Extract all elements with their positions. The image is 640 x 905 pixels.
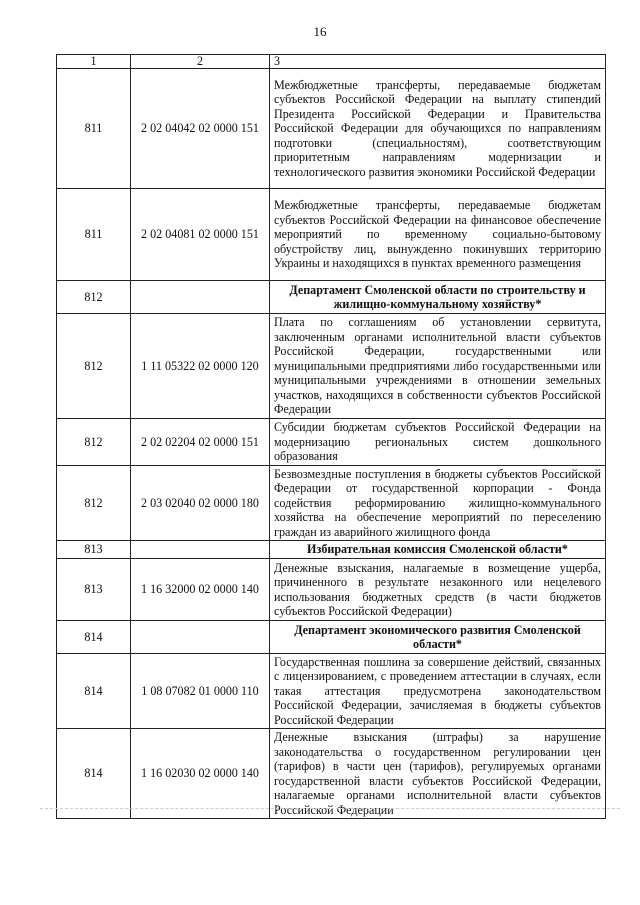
- table-row: [57, 189, 606, 281]
- revenue-code-cell: 1 08 07082 01 0000 110: [131, 654, 270, 729]
- admin-code-cell: 814: [57, 654, 131, 729]
- admin-code-cell: 813: [57, 559, 131, 621]
- revenue-code-cell: [131, 621, 270, 654]
- admin-code-cell: 814: [57, 729, 131, 819]
- department-row: [57, 541, 606, 559]
- table-header-row: [57, 55, 606, 69]
- description-cell: Субсидии бюджетам субъектов Российской Федерации на модернизацию региональных систем дошкольного образования: [270, 419, 606, 466]
- admin-code-cell: 812: [57, 281, 131, 314]
- admin-code-cell: 812: [57, 466, 131, 541]
- department-row: [57, 281, 606, 314]
- column-header-1: 1: [57, 55, 131, 69]
- page-bottom-edge: [40, 808, 620, 809]
- department-name-cell: Департамент экономического развития Смоленской области*: [270, 621, 606, 654]
- revenue-codes-table: [56, 54, 606, 819]
- description-cell: Межбюджетные трансферты, передаваемые бюджетам субъектов Российской Федерации на финансовое обеспечение мероприятий по временному социально-бытовому обустройству лиц, вынужденно покинувших территорию Украины и находящихся в пунктах временного размещения: [270, 189, 606, 281]
- table-row: [57, 314, 606, 419]
- admin-code-cell: 813: [57, 541, 131, 559]
- revenue-code-cell: 1 11 05322 02 0000 120: [131, 314, 270, 419]
- revenue-code-cell: 1 16 02030 02 0000 140: [131, 729, 270, 819]
- table-row: [57, 729, 606, 819]
- page-number: 16: [313, 24, 327, 39]
- table-row: [57, 654, 606, 729]
- revenue-code-cell: 2 02 02204 02 0000 151: [131, 419, 270, 466]
- description-cell: Межбюджетные трансферты, передаваемые бюджетам субъектов Российской Федерации на выплату стипендий Президента Российской Федерации и Правительства Российской Федерации для обучающихся по направлениям подготовки (специальностям), соответствующим приоритетным направлениям модернизации и технологического развития экономики Российской Федерации: [270, 69, 606, 189]
- revenue-code-cell: 2 03 02040 02 0000 180: [131, 466, 270, 541]
- description-cell: Государственная пошлина за совершение действий, связанных с лицензированием, с проведением аттестации в случаях, если такая аттестация предусмотрена законодательством Российской Федерации, зачисляемая в бюджеты субъектов Российской Федерации: [270, 654, 606, 729]
- revenue-code-cell: [131, 281, 270, 314]
- table-row: [57, 419, 606, 466]
- column-header-3: 3: [270, 55, 606, 69]
- description-cell: Денежные взыскания, налагаемые в возмещение ущерба, причиненного в результате незаконного или нецелевого использования бюджетных средств (в части бюджетов субъектов Российской Федерации): [270, 559, 606, 621]
- revenue-code-cell: [131, 541, 270, 559]
- admin-code-cell: 812: [57, 419, 131, 466]
- admin-code-cell: 812: [57, 314, 131, 419]
- description-cell: Плата по соглашениям об установлении сервитута, заключенным органами исполнительной власти субъектов Российской Федерации, государственными или муниципальными предприятиями либо государственными или муниципальными учреждениями в отношении земельных участков, находящихся в собственности субъектов Российской Федерации: [270, 314, 606, 419]
- description-cell: Безвозмездные поступления в бюджеты субъектов Российской Федерации от государственной корпорации - Фонда содействия реформированию жилищно-коммунального хозяйства на обеспечение мероприятий по переселению граждан из аварийного жилищного фонда: [270, 466, 606, 541]
- admin-code-cell: 814: [57, 621, 131, 654]
- department-name-cell: Избирательная комиссия Смоленской области*: [270, 541, 606, 559]
- revenue-code-cell: 2 02 04081 02 0000 151: [131, 189, 270, 281]
- admin-code-cell: 811: [57, 189, 131, 281]
- table-row: [57, 69, 606, 189]
- table-row: [57, 466, 606, 541]
- column-header-2: 2: [131, 55, 270, 69]
- department-name-cell: Департамент Смоленской области по строительству и жилищно-коммунальному хозяйству*: [270, 281, 606, 314]
- revenue-code-cell: 1 16 32000 02 0000 140: [131, 559, 270, 621]
- department-row: [57, 621, 606, 654]
- admin-code-cell: 811: [57, 69, 131, 189]
- revenue-code-cell: 2 02 04042 02 0000 151: [131, 69, 270, 189]
- table-row: [57, 559, 606, 621]
- description-cell: Денежные взыскания (штрафы) за нарушение законодательства о государственном регулировании цен (тарифов) в части цен (тарифов), регулируемых органами государственной власти субъектов Российской Федерации, налагаемые органами исполнительной власти субъектов Российской Федерации: [270, 729, 606, 819]
